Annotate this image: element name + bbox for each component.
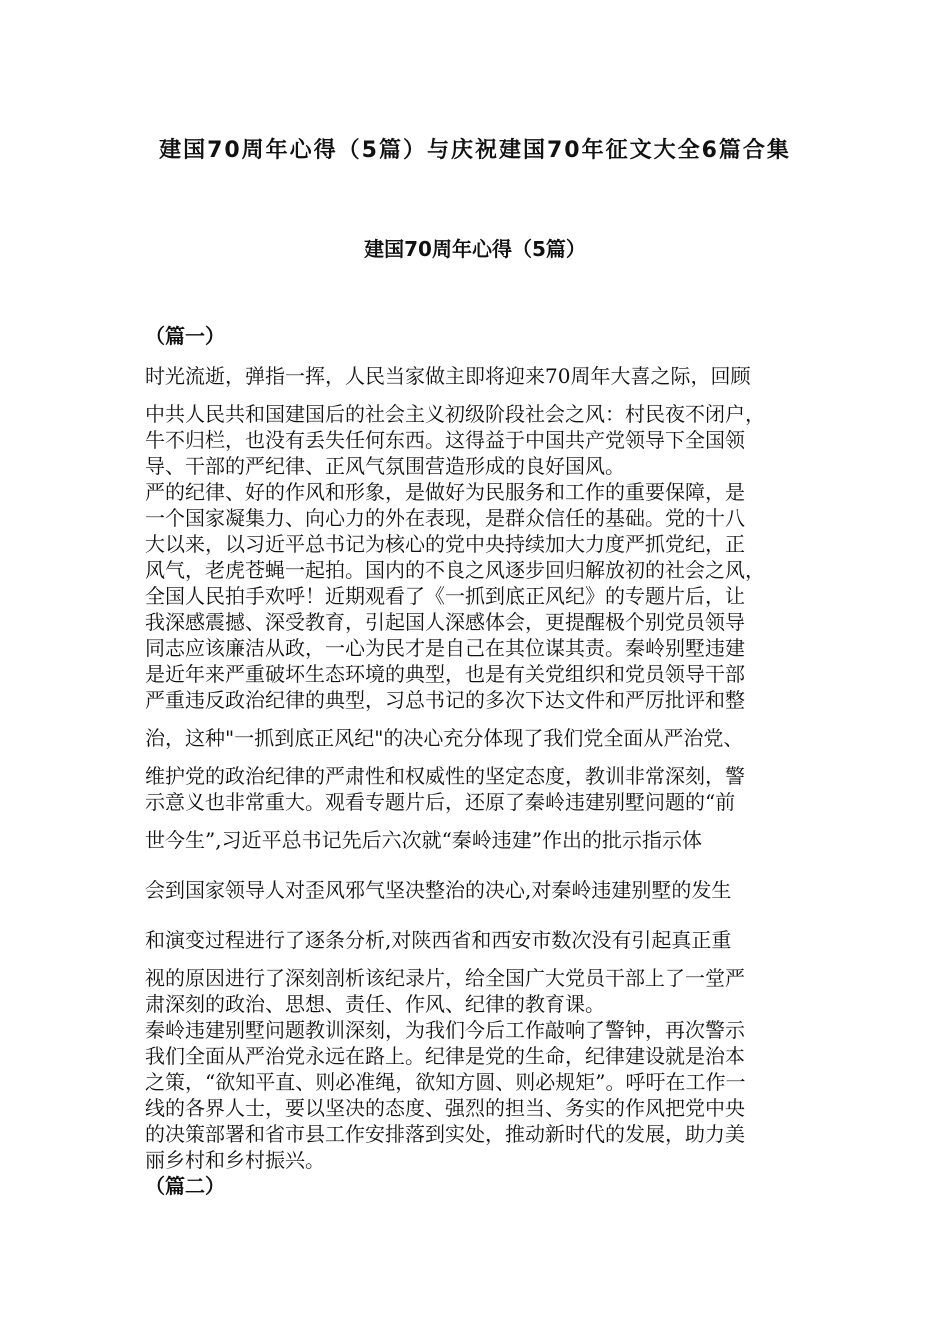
main-title: 建国70周年心得（5篇）与庆祝建国70年征文大全6篇合集	[159, 138, 791, 163]
paragraph-line: 世今生”,习近平总书记先后六次就“秦岭违建”作出的批示指示体	[145, 828, 703, 852]
paragraph-line: 严的纪律、好的作风和形象，是做好为民服务和工作的重要保障，是	[145, 480, 745, 504]
paragraph-line: 肃深刻的政治、思想、责任、作风、纪律的教育课。	[145, 992, 605, 1016]
paragraph-line: 之策，“欲知平直、则必准绳，欲知方圆、则必规矩”。呼吁在工作一	[145, 1070, 746, 1094]
paragraph-line: 示意义也非常重大。观看专题片后，还原了秦岭违建别墅问题的“前	[145, 790, 736, 814]
paragraph-line: 的决策部署和省市县工作安排落到实处，推动新时代的发展，助力美	[145, 1122, 745, 1146]
paragraph-line: 我们全面从严治党永远在路上。纪律是党的生命，纪律建设就是治本	[145, 1044, 745, 1068]
paragraph-line: 治，这种"一抓到底正风纪"的决心充分体现了我们党全面从严治党、	[145, 726, 744, 750]
section-heading-2: （篇二）	[145, 1174, 225, 1198]
paragraph-line: 导、干部的严纪律、正风气氛围营造形成的良好国风。	[145, 454, 625, 478]
paragraph-line: 同志应该廉洁从政，一心为民才是自己在其位谋其责。秦岭别墅违建	[145, 636, 745, 660]
paragraph-line: 我深感震撼、深受教育，引起国人深感体会，更提醒极个别党员领导	[145, 610, 745, 634]
paragraph-line: 牛不归栏，也没有丢失任何东西。这得益于中国共产党领导下全国领	[145, 428, 745, 452]
paragraph-line: 维护党的政治纪律的严肃性和权威性的坚定态度，教训非常深刻，警	[145, 764, 745, 788]
paragraph-line: 线的各界人士，要以坚决的态度、强烈的担当、务实的作风把党中央	[145, 1096, 745, 1120]
paragraph-line: 严重违反政治纪律的典型，习总书记的多次下达文件和严厉批评和整	[145, 688, 745, 712]
paragraph-line: 大以来，以习近平总书记为核心的党中央持续加大力度严抓党纪，正	[145, 532, 745, 556]
paragraph-line: 视的原因进行了深刻剖析该纪录片，给全国广大党员干部上了一堂严	[145, 966, 745, 990]
paragraph-line: 一个国家凝集力、向心力的外在表现，是群众信任的基础。党的十八	[145, 506, 745, 530]
paragraph-line: 全国人民拍手欢呼！近期观看了《一抓到底正风纪》的专题片后，让	[145, 584, 745, 608]
paragraph-line: 秦岭违建别墅问题教训深刻，为我们今后工作敲响了警钟，再次警示	[145, 1018, 745, 1042]
paragraph-line: 时光流逝，弹指一挥，人民当家做主即将迎来70周年大喜之际，回顾	[145, 364, 751, 388]
paragraph-line: 是近年来严重破坏生态环境的典型，也是有关党组织和党员领导干部	[145, 662, 745, 686]
paragraph-line: 和演变过程进行了逐条分析,对陕西省和西安市数次没有引起真正重	[145, 928, 732, 952]
paragraph-line: 中共人民共和国建国后的社会主义初级阶段社会之风：村民夜不闭户，	[145, 402, 765, 426]
paragraph-line: 会到国家领导人对歪风邪气坚决整治的决心,对秦岭违建别墅的发生	[145, 878, 732, 902]
section-heading-1: （篇一）	[145, 324, 225, 348]
sub-title: 建国70周年心得（5篇）	[364, 237, 586, 261]
paragraph-line: 丽乡村和乡村振兴。	[145, 1148, 325, 1172]
paragraph-line: 风气，老虎苍蝇一起拍。国内的不良之风逐步回归解放初的社会之风，	[145, 558, 765, 582]
